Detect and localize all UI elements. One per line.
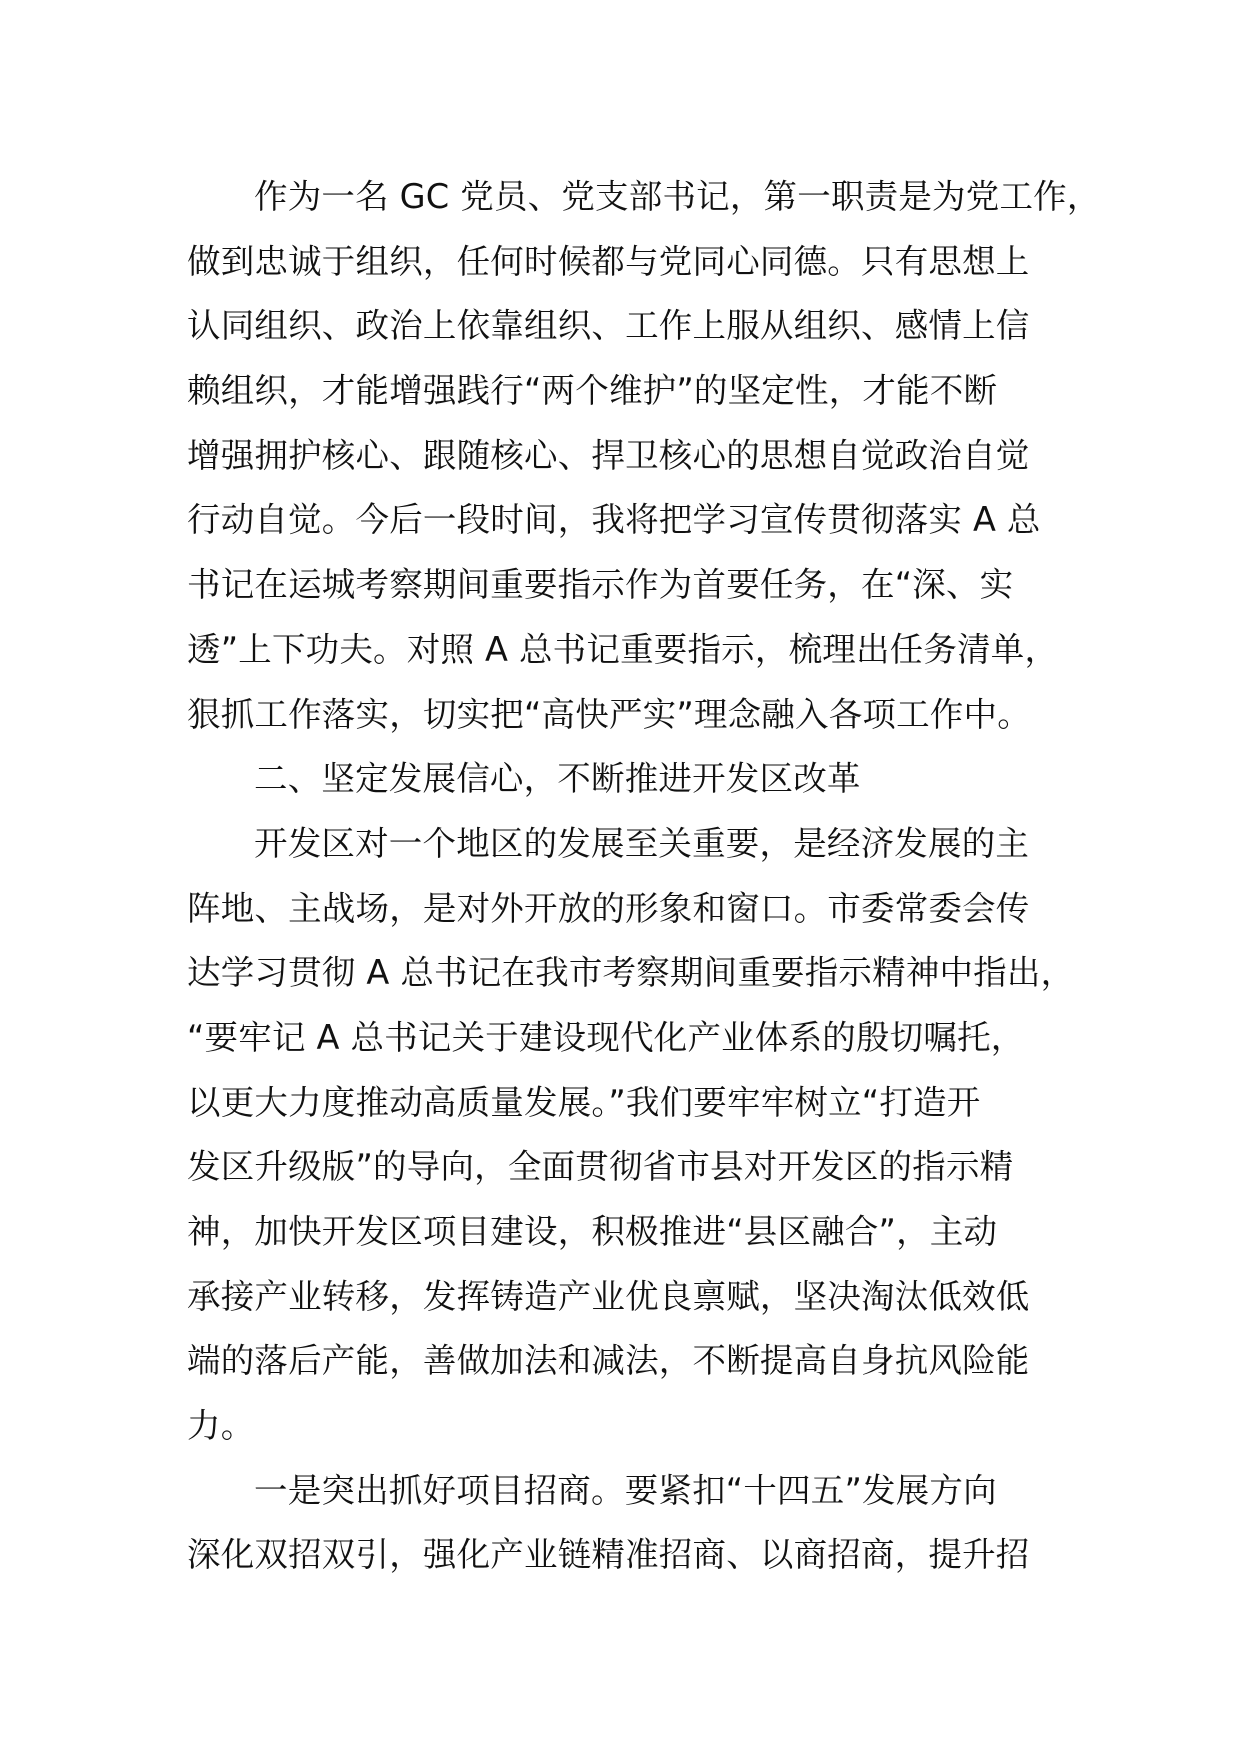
text-line: “要牢记 A 总书记关于建设现代化产业体系的殷切嘱托，: [187, 1017, 1025, 1057]
text-line: 一是突出抓好项目招商。要紧扣“十四五”发展方向: [254, 1470, 997, 1510]
text-line: 达学习贯彻 A 总书记在我市考察期间重要指示精神中指出，: [187, 953, 1075, 993]
text-line: 以更大力度推动高质量发展。”我们要牢牢树立“打造开: [187, 1082, 981, 1122]
text-line: 发区升级版”的导向，全面贯彻省市县对开发区的指示精: [187, 1147, 1014, 1187]
text-line: 力。: [187, 1406, 255, 1446]
text-line: 透”上下功夫。对照 A 总书记重要指示，梳理出任务清单，: [187, 629, 1059, 669]
text-line: 做到忠诚于组织，任何时候都与党同心同德。只有思想上: [187, 241, 1030, 281]
text-line: 深化双招双引，强化产业链精准招商、以商招商，提升招: [187, 1535, 1030, 1575]
text-line: 阵地、主战场，是对外开放的形象和窗口。市委常委会传: [187, 888, 1030, 928]
text-line: 端的落后产能，善做加法和减法，不断提高自身抗风险能: [187, 1341, 1030, 1381]
section-heading: 二、坚定发展信心，不断推进开发区改革: [254, 759, 861, 799]
text-line: 书记在运城考察期间重要指示作为首要任务，在“深、实: [187, 565, 1014, 605]
text-line: 认同组织、政治上依靠组织、工作上服从组织、感情上信: [187, 306, 1030, 346]
text-line: 增强拥护核心、跟随核心、捍卫核心的思想自觉政治自觉: [187, 435, 1030, 475]
text-line: 承接产业转移，发挥铸造产业优良禀赋，坚决淘汰低效低: [187, 1276, 1030, 1316]
text-line: 神，加快开发区项目建设，积极推进“县区融合”，主动: [187, 1212, 998, 1251]
text-line: 狠抓工作落实，切实把“高快严实”理念融入各项工作中。: [187, 694, 1031, 734]
text-line: 行动自觉。今后一段时间，我将把学习宣传贯彻落实 A 总: [187, 500, 1041, 540]
document-body: [187, 165, 1101, 1588]
text-line: 作为一名 GC 党员、党支部书记，第一职责是为党工作，: [254, 177, 1101, 216]
text-line: 开发区对一个地区的发展至关重要，是经济发展的主: [254, 823, 1030, 863]
text-line: 赖组织，才能增强践行“两个维护”的坚定性，才能不断: [187, 371, 998, 411]
